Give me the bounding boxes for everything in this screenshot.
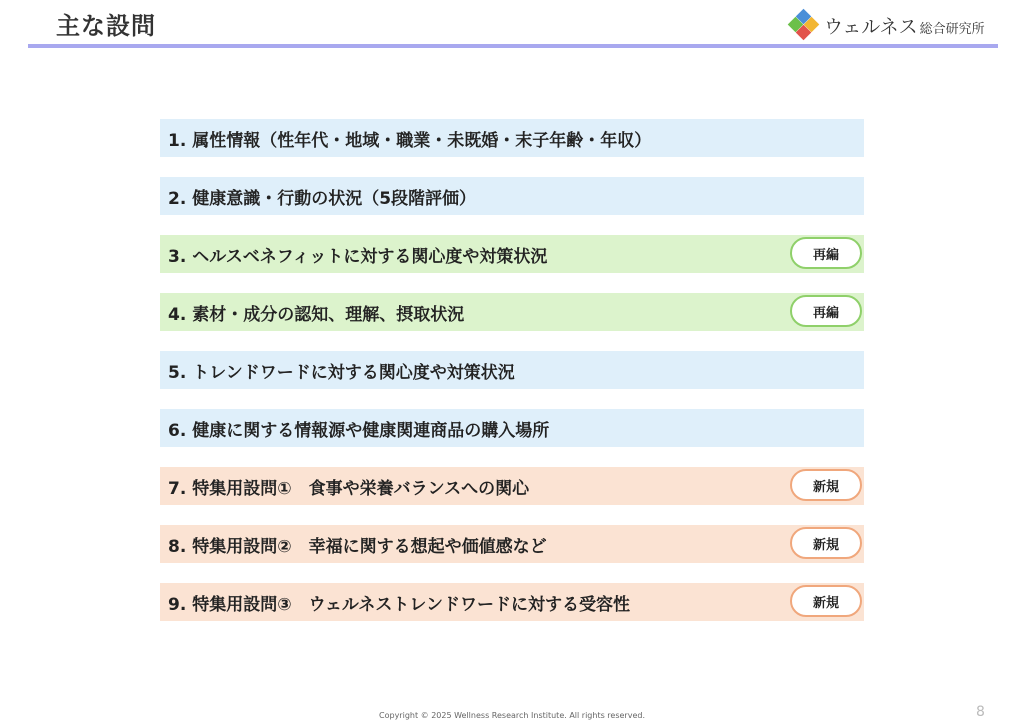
question-label: 8. 特集用設問② 幸福に関する想起や価値感など [168, 536, 547, 557]
question-label: 3. ヘルスベネフィットに対する関心度や対策状況 [168, 246, 548, 267]
brand [790, 10, 985, 40]
header-rule [28, 44, 998, 48]
question-item-2 [160, 177, 864, 215]
question-item-1 [160, 119, 864, 157]
brand-name [824, 12, 985, 39]
question-label: 6. 健康に関する情報源や健康関連商品の購入場所 [168, 420, 550, 441]
status-badge: 新規 [790, 469, 862, 501]
question-list [160, 119, 864, 641]
question-item-6 [160, 409, 864, 447]
status-badge: 再編 [790, 237, 862, 269]
page-number: 8 [976, 704, 985, 720]
question-item-8 [160, 525, 864, 563]
question-label: 1. 属性情報（性年代・地域・職業・未既婚・末子年齢・年収） [168, 130, 652, 151]
question-label: 4. 素材・成分の認知、理解、摂取状況 [168, 304, 465, 325]
question-label: 9. 特集用設問③ ウェルネストレンドワードに対する受容性 [168, 594, 630, 615]
page-title: 主な設問 [56, 12, 156, 40]
status-badge: 新規 [790, 527, 862, 559]
brand-logo-icon [790, 11, 818, 39]
question-item-3 [160, 235, 864, 273]
status-badge: 新規 [790, 585, 862, 617]
question-label: 2. 健康意識・行動の状況（5段階評価） [168, 188, 477, 209]
question-item-4 [160, 293, 864, 331]
brand-name-sub: 総合研究所 [919, 21, 985, 37]
question-label: 7. 特集用設問① 食事や栄養バランスへの関心 [168, 478, 530, 499]
question-label: 5. トレンドワードに対する関心度や対策状況 [168, 362, 515, 383]
question-item-7 [160, 467, 864, 505]
brand-name-main: ウェルネス [824, 15, 918, 38]
copyright: Copyright © 2025 Wellness Research Institute. All rights reserved. [379, 711, 645, 720]
status-badge: 再編 [790, 295, 862, 327]
question-item-5 [160, 351, 864, 389]
question-item-9 [160, 583, 864, 621]
